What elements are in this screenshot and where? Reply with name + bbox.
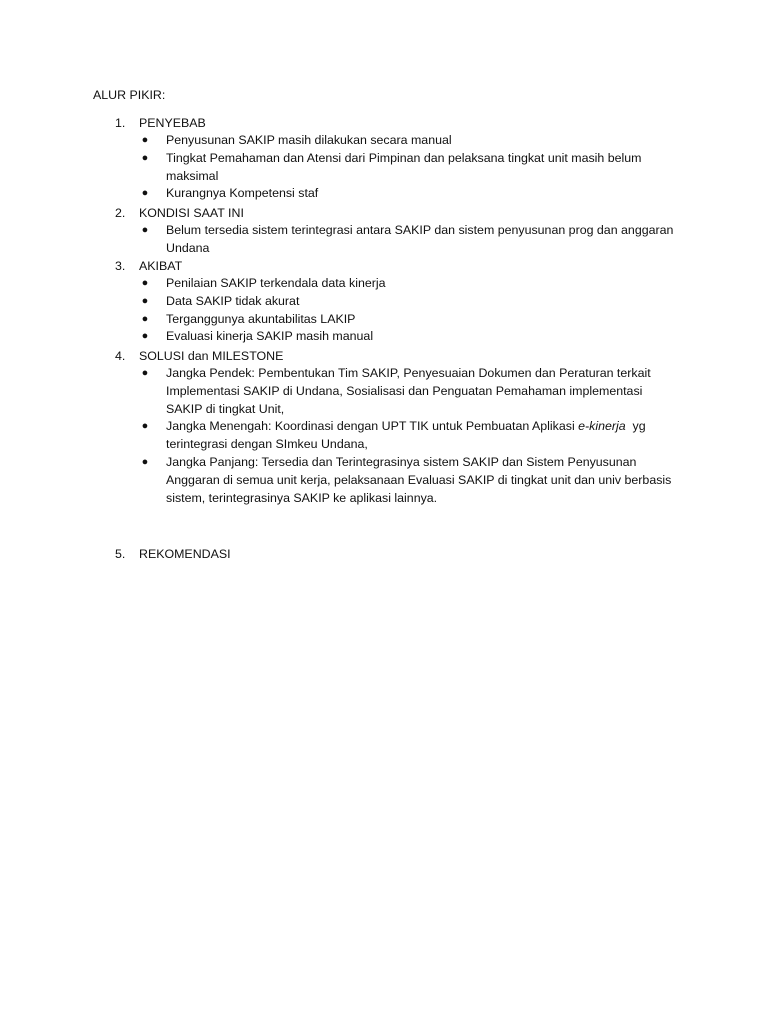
section-title: PENYEBAB bbox=[139, 116, 206, 130]
section-rekomendasi bbox=[115, 545, 675, 563]
list-item-text: Jangka Pendek: Pembentukan Tim SAKIP, Penyesuaian Dokumen dan Peraturan terkait Implementasi SAKIP di Undana, Sosialisasi dan Penguatan Pemahaman implementasi SAKIP di tingkat Unit, bbox=[166, 366, 651, 416]
list-item bbox=[115, 150, 675, 186]
list-item bbox=[115, 454, 675, 507]
section-title: AKIBAT bbox=[139, 259, 183, 273]
list-item-text: Belum tersedia sistem terintegrasi antara SAKIP dan sistem penyusunan prog dan anggaran Undana bbox=[166, 223, 674, 255]
bullet-list bbox=[115, 132, 675, 203]
list-item-text: Penyusunan SAKIP masih dilakukan secara manual bbox=[166, 133, 452, 147]
bullet-icon: ● bbox=[141, 134, 149, 146]
section-title: REKOMENDASI bbox=[139, 547, 231, 561]
list-item bbox=[115, 311, 675, 329]
list-item bbox=[115, 328, 675, 346]
list-item-text: Jangka Panjang: Tersedia dan Terintegrasinya sistem SAKIP dan Sistem Penyusunan Anggaran di semua unit kerja, pelaksanaan Evaluasi SAKIP di tingkat unit dan univ berbasis sistem, terintegrasinya SAKIP ke aplikasi lainnya. bbox=[166, 454, 672, 505]
list-item bbox=[115, 418, 675, 454]
section-number: 5. bbox=[115, 547, 126, 561]
list-item-text bbox=[166, 418, 675, 454]
section-heading bbox=[115, 257, 675, 275]
section-number: 3. bbox=[115, 259, 126, 273]
section-heading bbox=[115, 204, 675, 222]
list-item-text: Evaluasi kinerja SAKIP masih manual bbox=[166, 329, 374, 344]
bullet-icon: ● bbox=[141, 367, 149, 379]
list-item-text: Kurangnya Kompetensi staf bbox=[166, 186, 319, 201]
section-heading bbox=[115, 545, 675, 563]
bullet-list bbox=[115, 365, 675, 507]
list-item bbox=[115, 132, 675, 150]
list-item bbox=[115, 185, 675, 203]
document-title: ALUR PIKIR: bbox=[93, 88, 166, 102]
section-title: KONDISI SAAT INI bbox=[139, 206, 244, 220]
section-title: SOLUSI dan MILESTONE bbox=[139, 349, 284, 363]
bullet-icon: ● bbox=[141, 151, 149, 164]
section-number: 1. bbox=[115, 116, 126, 130]
list-item bbox=[115, 365, 675, 418]
list-item-text: Terganggunya akuntabilitas LAKIP bbox=[166, 311, 356, 326]
list-item-text-part: Jangka Menengah: Koordinasi dengan UPT TIK untuk Pembuatan Aplikasi bbox=[166, 419, 579, 434]
list-item-text: Penilaian SAKIP terkendala data kinerja bbox=[166, 276, 386, 290]
section-solusi-dan-milestone bbox=[115, 347, 675, 507]
list-item bbox=[115, 293, 675, 311]
section-penyebab bbox=[115, 114, 675, 203]
bullet-icon: ● bbox=[141, 455, 149, 468]
bullet-list bbox=[115, 275, 675, 346]
section-kondisi-saat-ini bbox=[115, 204, 675, 258]
section-akibat bbox=[115, 257, 675, 346]
section-number: 4. bbox=[115, 349, 126, 363]
section-heading bbox=[115, 347, 675, 365]
section-number: 2. bbox=[115, 206, 126, 220]
bullet-icon: ● bbox=[141, 294, 149, 307]
bullet-icon: ● bbox=[141, 224, 149, 236]
list-item-text: Tingkat Pemahaman dan Atensi dari Pimpinan dan pelaksana tingkat unit masih belum maksimal bbox=[166, 150, 642, 183]
bullet-icon: ● bbox=[141, 277, 149, 289]
app-name-italic: e-kinerja bbox=[578, 419, 626, 434]
list-item bbox=[115, 275, 675, 293]
list-item bbox=[115, 222, 675, 258]
bullet-icon: ● bbox=[141, 330, 149, 343]
bullet-icon: ● bbox=[141, 420, 149, 433]
list-item-text: Data SAKIP tidak akurat bbox=[166, 293, 300, 308]
list-item-text-part: yg terintegrasi dengan SImkeu Undana, bbox=[166, 419, 650, 452]
bullet-icon: ● bbox=[141, 312, 149, 325]
bullet-list bbox=[115, 222, 675, 258]
section-heading bbox=[115, 114, 675, 132]
bullet-icon: ● bbox=[141, 187, 149, 200]
